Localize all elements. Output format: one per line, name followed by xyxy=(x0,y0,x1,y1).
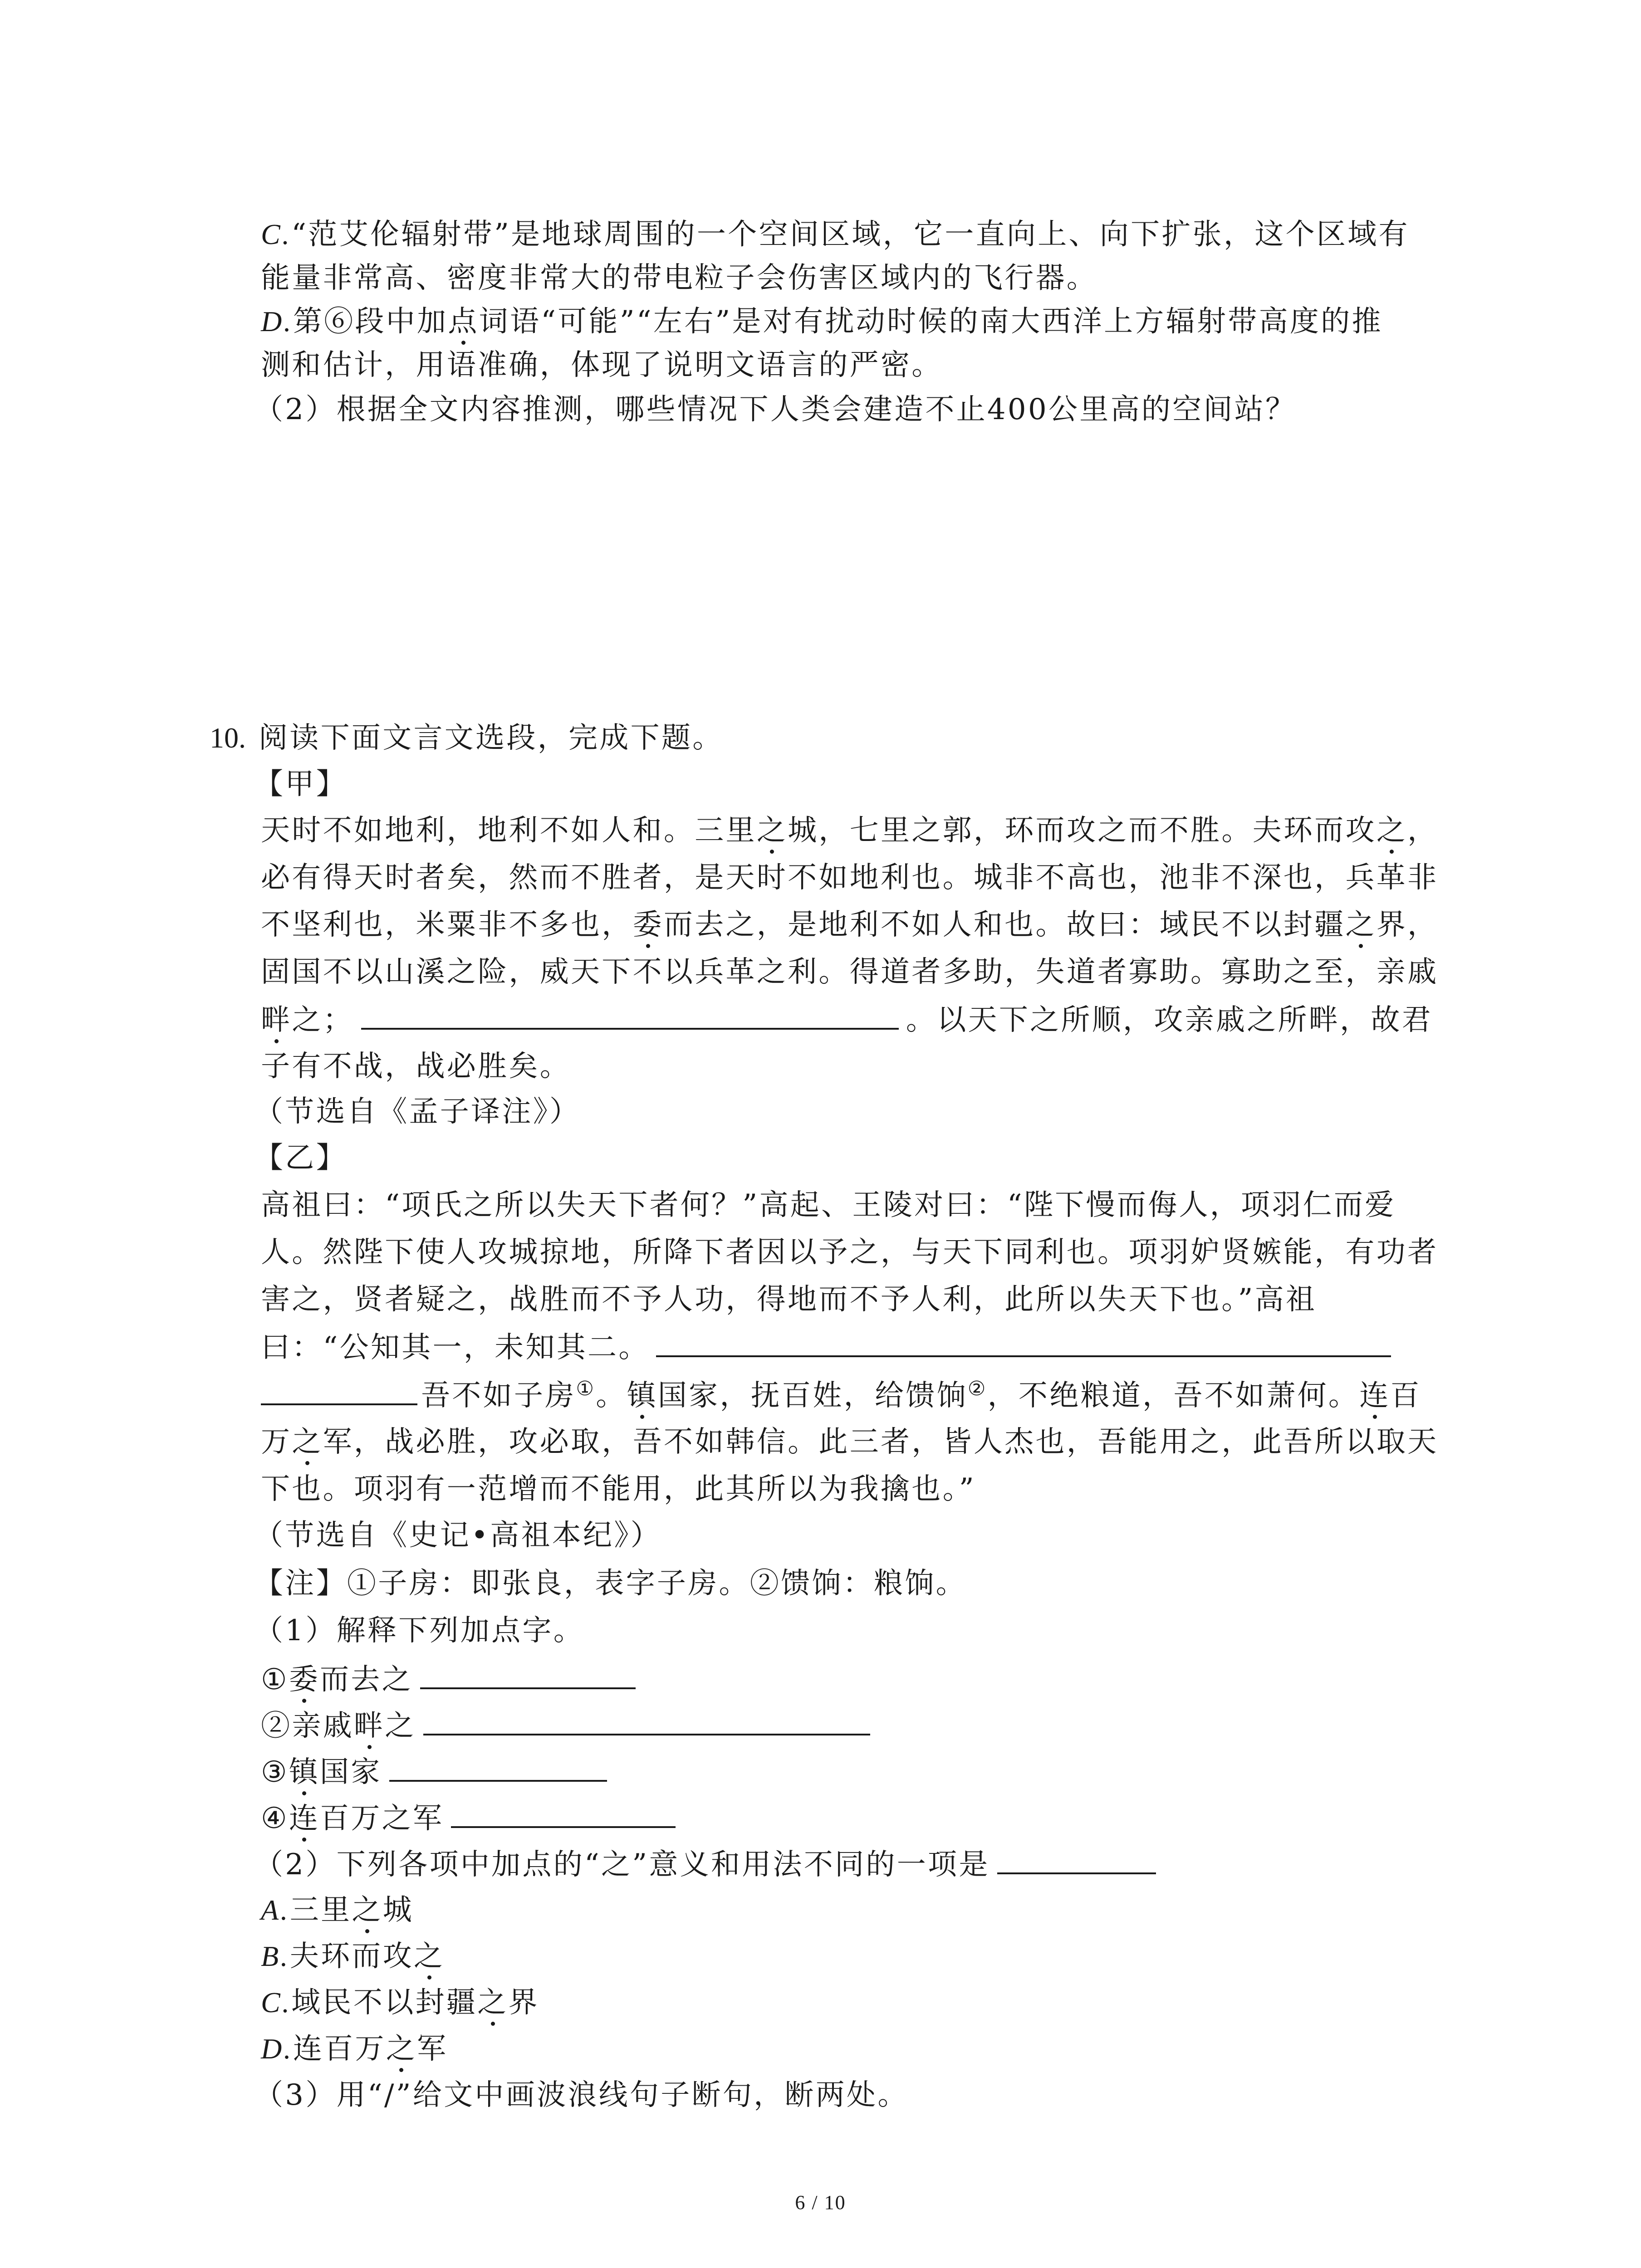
subquestion-2-title: （2）下列各项中加点的“之”意义和用法不同的一项是 xyxy=(254,1843,1156,1885)
yi-line6: 万之军，战必胜，攻必取，吾不如韩信。此三者，皆人杰也，吾能用之，此吾所以取天 xyxy=(261,1422,1438,1462)
section-jia-label: 【甲】 xyxy=(254,767,347,801)
yi-line1: 高祖曰：“项氏之所以失天下者何？”高起、王陵对曰：“陛下慢而侮人，项羽仁而爱 xyxy=(261,1188,1396,1222)
subquestion-1-item-3: ③镇国家 xyxy=(261,1751,607,1793)
yi-source: （节选自《史记•高祖本纪》） xyxy=(254,1519,661,1552)
question-10-title: 阅读下面文言文选段，完成下题。 xyxy=(259,721,724,755)
option-a: A.三里之城 xyxy=(261,1890,414,1931)
subquestion-1-item-4: ④连百万之军 xyxy=(261,1797,676,1839)
yi-line7: 下也。项羽有一范增而不能用，此其所以为我擒也。” xyxy=(261,1472,976,1506)
yi-line3: 害之，贤者疑之，战胜而不予人功，得地而不予人利，此所以失天下也。”高祖 xyxy=(261,1283,1317,1316)
option-c: C.域民不以封疆之界 xyxy=(261,1982,539,2023)
yi-answer-blank-1[interactable] xyxy=(656,1326,1391,1357)
annotation-note: 【注】①子房：即张良，表字子房。②馈饷：粮饷。 xyxy=(254,1567,967,1600)
jia-line2: 必有得天时者矣，然而不胜者，是天时不如地利也。城非不高也，池非不深也，兵革非 xyxy=(261,861,1439,894)
option-d-line2: 测和估计，用语准确，体现了说明文语言的严密。 xyxy=(261,348,943,382)
option-b: B.夫环而攻之 xyxy=(261,1936,445,1977)
answer-blank-1-3[interactable] xyxy=(389,1751,607,1782)
option-c-line1: C.“范艾伦辐射带”是地球周围的一个空间区域，它一直向上、向下扩张，这个区域有 xyxy=(261,218,1410,251)
yi-line5: 吾不如子房①。镇国家，抚百姓，给馈饷②，不绝粮道，吾不如萧何。连百 xyxy=(261,1374,1421,1416)
option-d: D.连百万之军 xyxy=(261,2028,448,2069)
subquestion-1-title: （1）解释下列加点字。 xyxy=(254,1614,585,1647)
jia-source: （节选自《孟子译注》） xyxy=(254,1095,581,1129)
subquestion-3-title: （3）用“/”给文中画波浪线句子断句，断两处。 xyxy=(254,2078,909,2112)
section-yi-label: 【乙】 xyxy=(254,1141,347,1175)
option-c-line2: 能量非常高、密度非常大的带电粒子会伤害区域内的飞行器。 xyxy=(261,261,1098,295)
answer-blank-2[interactable] xyxy=(997,1843,1156,1874)
option-d-line1: D.第⑥段中加点词语“可能”“左右”是对有扰动时候的南大西洋上方辐射带高度的推 xyxy=(261,301,1383,342)
yi-line4: 曰：“公知其一，未知其二。 xyxy=(261,1326,1391,1368)
subquestion-2: （2）根据全文内容推测，哪些情况下人类会建造不止400公里高的空间站？ xyxy=(254,393,1297,426)
answer-blank-1-2[interactable] xyxy=(423,1705,870,1735)
page-number: 6 / 10 xyxy=(795,2191,846,2214)
jia-line6: 子有不战，战必胜矣。 xyxy=(261,1050,571,1083)
answer-blank-1-1[interactable] xyxy=(420,1658,636,1689)
subquestion-1-item-2: ②亲戚畔之 xyxy=(261,1705,870,1746)
yi-answer-blank-2[interactable] xyxy=(261,1374,417,1405)
yi-line2: 人。然陛下使人攻城掠地，所降下者因以予之，与天下同利也。项羽妒贤嫉能，有功者 xyxy=(261,1236,1439,1269)
jia-line3: 不坚利也，米粟非不多也，委而去之，是地利不如人和也。故曰：域民不以封疆之界， xyxy=(261,904,1438,945)
question-10-number: 10. xyxy=(210,722,246,754)
jia-line5: 畔之； 。以天下之所顺，攻亲戚之所畔，故君 xyxy=(261,999,1433,1041)
jia-answer-blank[interactable] xyxy=(361,999,899,1030)
answer-blank-1-4[interactable] xyxy=(451,1797,676,1828)
subquestion-1-item-1: ①委而去之 xyxy=(261,1658,636,1700)
jia-line1: 天时不如地利，地利不如人和。三里之城，七里之郭，环而攻之而不胜。夫环而攻之， xyxy=(261,810,1438,851)
jia-line4: 固国不以山溪之险，威天下不以兵革之利。得道者多助，失道者寡助。寡助之至，亲戚 xyxy=(261,955,1439,989)
